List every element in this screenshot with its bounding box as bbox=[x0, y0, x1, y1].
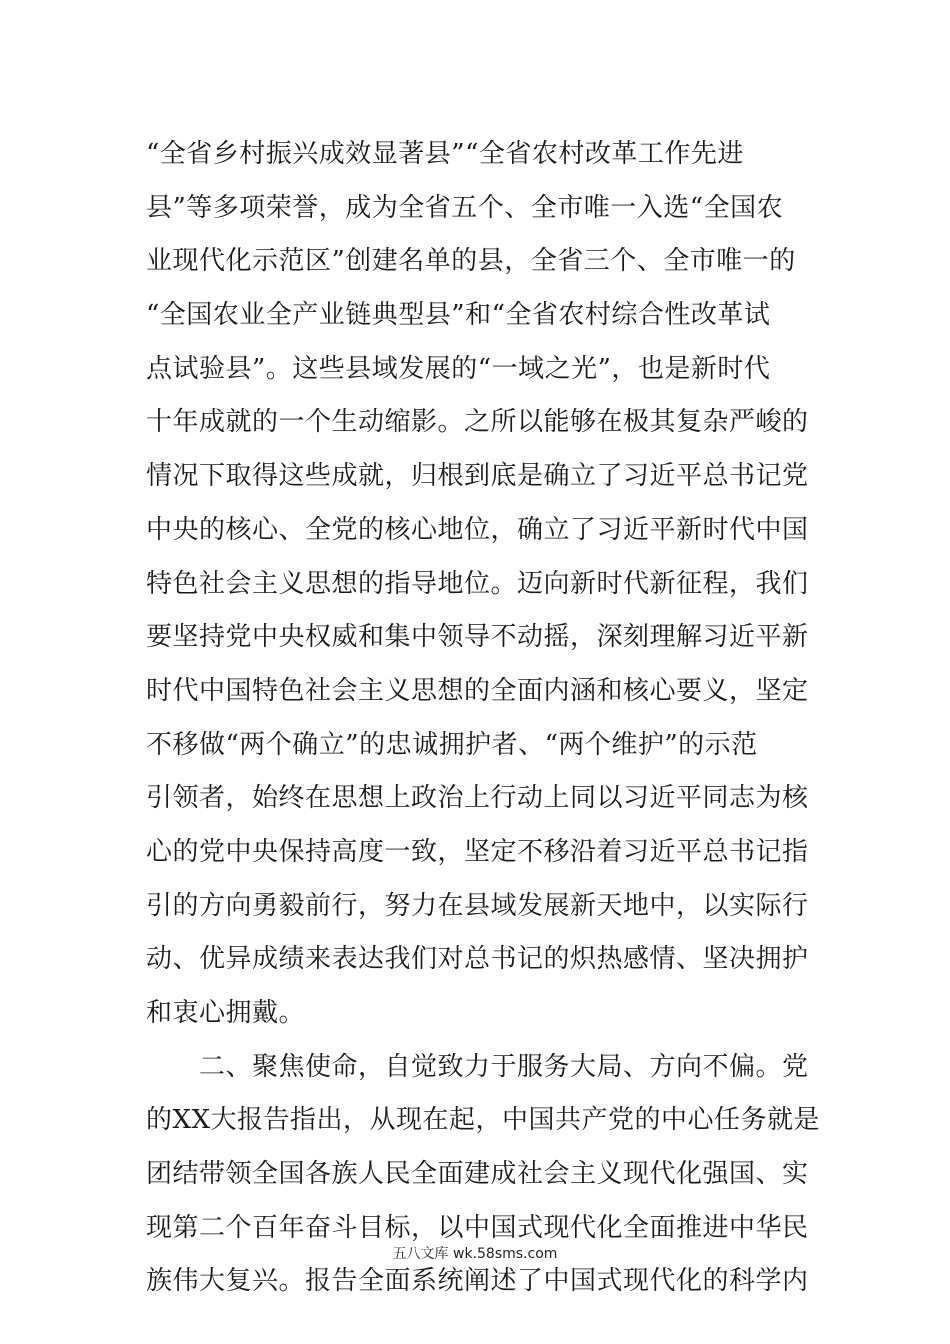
text-line: 情况下取得这些成就，归根到底是确立了习近平总书记党 bbox=[146, 461, 809, 492]
text-line: 心的党中央保持高度一致，坚定不移沿着习近平总书记指 bbox=[146, 836, 809, 867]
text-line: “全省乡村振兴成效显著县”“全省农村改革工作先进 bbox=[146, 139, 744, 169]
text-line: 不移做“两个确立”的忠诚拥护者、“两个维护”的示范 bbox=[146, 729, 758, 760]
text-line: 要坚持党中央权威和集中领导不动摇，深刻理解习近平新 bbox=[146, 622, 809, 653]
text-line: 现第二个百年奋斗目标，以中国式现代化全面推进中华民 bbox=[146, 1212, 809, 1243]
text-line: 团结带领全国各族人民全面建成社会主义现代化强国、实 bbox=[146, 1159, 809, 1190]
text-line: 的XX大报告指出，从现在起，中国共产党的中心任务就是 bbox=[146, 1105, 821, 1136]
text-line: 族伟大复兴。报告全面系统阐述了中国式现代化的科学内 bbox=[146, 1266, 809, 1297]
text-line: 二、聚焦使命，自觉致力于服务大局、方向不偏。党 bbox=[146, 1051, 809, 1082]
text-line: 引的方向勇毅前行，努力在县域发展新天地中，以实际行 bbox=[146, 890, 809, 921]
text-line: 和衷心拥戴。 bbox=[146, 998, 306, 1028]
body-text bbox=[146, 128, 821, 1309]
text-line: 时代中国特色社会主义思想的全面内涵和核心要义，坚定 bbox=[146, 675, 809, 706]
text-line: 点试验县”。这些县域发展的“一域之光”，也是新时代 bbox=[146, 353, 771, 384]
text-line: 十年成就的一个生动缩影。之所以能够在极其复杂严峻的 bbox=[146, 407, 809, 438]
page-footer: 五八文库 wk.58sms.com bbox=[392, 1246, 558, 1262]
text-line: 业现代化示范区”创建名单的县，全省三个、全市唯一的 bbox=[146, 246, 796, 277]
text-line: 特色社会主义思想的指导地位。迈向新时代新征程，我们 bbox=[146, 568, 809, 599]
text-line: 动、优异成绩来表达我们对总书记的炽热感情、坚决拥护 bbox=[146, 944, 809, 975]
text-line: 引领者，始终在思想上政治上行动上同以习近平同志为核 bbox=[146, 783, 809, 814]
text-line: 县”等多项荣誉，成为全省五个、全市唯一入选“全国农 bbox=[146, 192, 784, 223]
text-line: “全国农业全产业链典型县”和“全省农村综合性改革试 bbox=[146, 300, 771, 331]
text-line: 中央的核心、全党的核心地位，确立了习近平新时代中国 bbox=[146, 514, 809, 545]
